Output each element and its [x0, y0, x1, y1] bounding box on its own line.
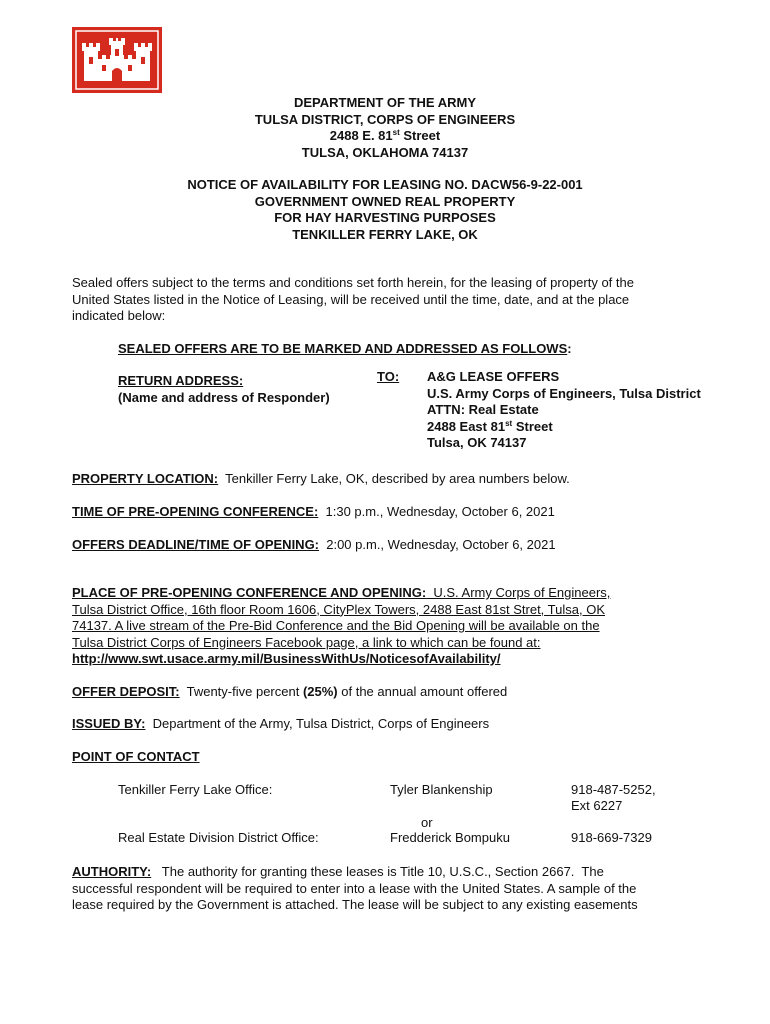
return-address-label: RETURN ADDRESS: — [118, 373, 244, 388]
intro-line: Sealed offers subject to the terms and conditions set forth herein, for the leasing of property of the — [72, 275, 634, 290]
to-line: U.S. Army Corps of Engineers, Tulsa District — [427, 385, 701, 401]
offer-deposit: OFFER DEPOSIT: Twenty-five percent (25%) of the annual amount offered — [72, 684, 508, 699]
contact-name-1: Tyler Blankenship — [390, 782, 493, 797]
notice-title — [0, 177, 770, 243]
return-address-block — [118, 373, 330, 406]
intro-line: United States listed in the Notice of Leasing, will be received until the time, date, and at the place — [72, 291, 630, 307]
intro-line: indicated below: — [72, 308, 166, 323]
agency-header — [0, 95, 770, 161]
to-address-block — [427, 369, 701, 452]
castle-icon — [72, 27, 162, 93]
availability-link[interactable]: http://www.swt.usace.army.mil/BusinessWithUs/NoticesofAvailability/ — [72, 651, 501, 666]
notice-property-type: GOVERNMENT OWNED REAL PROPERTY — [254, 193, 516, 209]
header-address: 2488 E. 81st Street — [329, 128, 441, 143]
contact-name-2: Fredderick Bompuku — [390, 830, 510, 845]
notice-purpose: FOR HAY HARVESTING PURPOSES — [274, 210, 496, 225]
contact-or: or — [421, 815, 433, 830]
to-line: 2488 East 81st Street — [427, 418, 553, 434]
return-address-sub: (Name and address of Responder) — [118, 389, 330, 405]
to-line: Tulsa, OK 74137 — [427, 435, 527, 450]
contact-office-1: Tenkiller Ferry Lake Office: — [118, 782, 273, 797]
notice-location: TENKILLER FERRY LAKE, OK — [292, 226, 478, 242]
header-city: TULSA, OKLAHOMA 74137 — [301, 144, 469, 160]
to-label: TO: — [377, 369, 400, 384]
notice-number: NOTICE OF AVAILABILITY FOR LEASING NO. DACW56-9-22-001 — [187, 177, 583, 192]
intro-paragraph — [72, 275, 712, 325]
offers-deadline: OFFERS DEADLINE/TIME OF OPENING: 2:00 p.m., Wednesday, October 6, 2021 — [72, 537, 556, 552]
contact-office-2: Real Estate Division District Office: — [118, 830, 319, 845]
header-district: TULSA DISTRICT, CORPS OF ENGINEERS — [254, 111, 516, 127]
property-location: PROPERTY LOCATION: Tenkiller Ferry Lake, OK, described by area numbers below. — [72, 471, 570, 486]
place-of-opening: PLACE OF PRE-OPENING CONFERENCE AND OPENING: U.S. Army Corps of Engineers, Tulsa District Office, 16th floor Room 1606, CityPlex Towers, 2488 East 81st Stret, Tulsa, OK 74137. A live stream of the Pre-Bid Conference and the Bid Opening will be available on the Tulsa District Corps of Engineers Facebook page, a link to which can be found at: http://www.swt.usace.army.mil/BusinessWithUs/NoticesofAvailability/ — [72, 585, 732, 668]
contact-phone-1: 918-487-5252, — [571, 782, 656, 797]
usace-castle-logo — [72, 27, 162, 93]
sealed-offers-heading: SEALED OFFERS ARE TO BE MARKED AND ADDRESSED AS FOLLOWS: — [118, 341, 572, 356]
pre-opening-time: TIME OF PRE-OPENING CONFERENCE: 1:30 p.m., Wednesday, October 6, 2021 — [72, 504, 555, 519]
authority-paragraph: AUTHORITY: The authority for granting these leases is Title 10, U.S.C., Section 2667. The successful respondent will be required to enter into a lease with the United States. A sample of the lease required by the Government is attached. The lease will be subject to any existing easements — [72, 864, 638, 912]
to-line: A&G LEASE OFFERS — [427, 369, 560, 384]
header-department: DEPARTMENT OF THE ARMY — [294, 95, 476, 110]
contact-ext-1: Ext 6227 — [571, 798, 623, 813]
contact-phone-2: 918-669-7329 — [571, 830, 652, 845]
to-line: ATTN: Real Estate — [427, 402, 539, 417]
issued-by: ISSUED BY: Department of the Army, Tulsa District, Corps of Engineers — [72, 716, 490, 731]
point-of-contact-heading: POINT OF CONTACT — [72, 749, 200, 764]
